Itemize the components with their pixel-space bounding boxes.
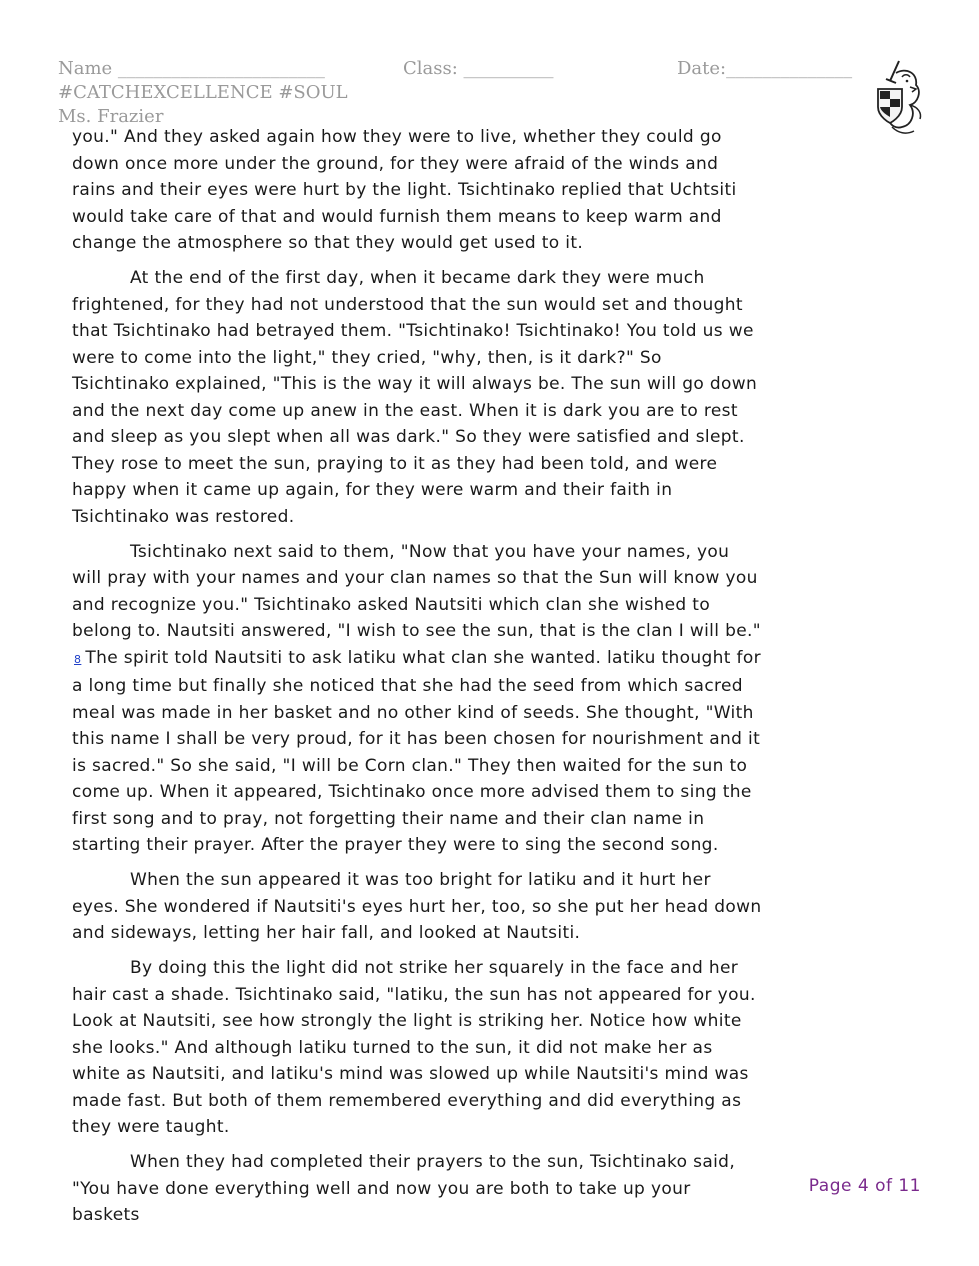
- footnote-link[interactable]: 8: [74, 652, 82, 666]
- hashtags: #CATCHEXCELLENCE #SOUL: [58, 82, 348, 103]
- paragraph-continuation: you." And they asked again how they were to live, whether they could go down once more under the ground, for they were afraid of the winds and rains and their eyes were hurt by the light. Tsichtinako replied that Uchtsiti would take care of that and would furnish them means to keep warm and change the atmosphere so that they would get used to it.: [72, 127, 737, 253]
- passage-text: [72, 124, 762, 1237]
- page-number: Page 4 of 11: [808, 1176, 921, 1196]
- paragraph: At the end of the first day, when it became dark they were much frightened, for they had not understood that the sun would set and thought that Tsichtinako had betrayed them. "Tsichtinako! Tsichtinako! You told us we were to come into the light," they cried, "why, then, is it dark?" So Tsichtinako explained, "This is the way it will always be. The sun will go down and the next day come up anew in the east. When it is dark you are to rest and sleep as you slept when all was dark." So they were satisfied and slept. They rose to meet the sun, praying to it as they had been told, and were happy when it came up again, for they were warm and their faith in Tsichtinako was restored.: [72, 268, 758, 527]
- teacher-name: Ms. Frazier: [58, 106, 164, 127]
- knight-shield-crest-icon: [866, 55, 926, 139]
- paragraph-text-after: The spirit told Nautsiti to ask latiku what clan she wanted. latiku thought for a long time but finally she noticed that she had the seed from which sacred meal was made in her basket and no other kind of seeds. She thought, "With this name I shall be very proud, for it has been chosen for nourishment and it is sacred." So she said, "I will be Corn clan." They then waited for the sun to come up. When it appeared, Tsichtinako once more advised them to sing the first song and to pray, not forgetting their name and their clan name in starting their prayer. After the prayer they were to sing the second song.: [72, 647, 761, 855]
- paragraph: By doing this the light did not strike her squarely in the face and her hair cast a shade. Tsichtinako said, "latiku, the sun has not appeared for you. Look at Nautsiti, see how strongly the light is striking her. Notice how white she looks." And although latiku turned to the sun, it did not make her as white as Nautsiti, and latiku's mind was slowed up while Nautsiti's mind was made fast. But both of them remembered everything and did everything as they were taught.: [72, 958, 756, 1137]
- paragraph: When they had completed their prayers to the sun, Tsichtinako said, "You have done everything well and now you are both to take up your baskets: [72, 1152, 736, 1225]
- paragraph: When the sun appeared it was too bright for latiku and it hurt her eyes. She wondered if Nautsiti's eyes hurt her, too, so she put her head down and sideways, letting her hair fall, and looked at Nautsiti.: [72, 870, 762, 943]
- paragraph-with-footnote: [72, 539, 762, 859]
- name-field: Name _______________________: [58, 58, 325, 79]
- date-field: Date:______________: [677, 58, 853, 79]
- class-field: Class: __________: [403, 58, 554, 79]
- paragraph-text-before: Tsichtinako next said to them, "Now that you have your names, you will pray with your names and your clan names so that the Sun will know you and recognize you." Tsichtinako asked Nautsiti which clan she wished to belong to. Nautsiti answered, "I wish to see the sun, that is the clan I will be.": [72, 541, 761, 641]
